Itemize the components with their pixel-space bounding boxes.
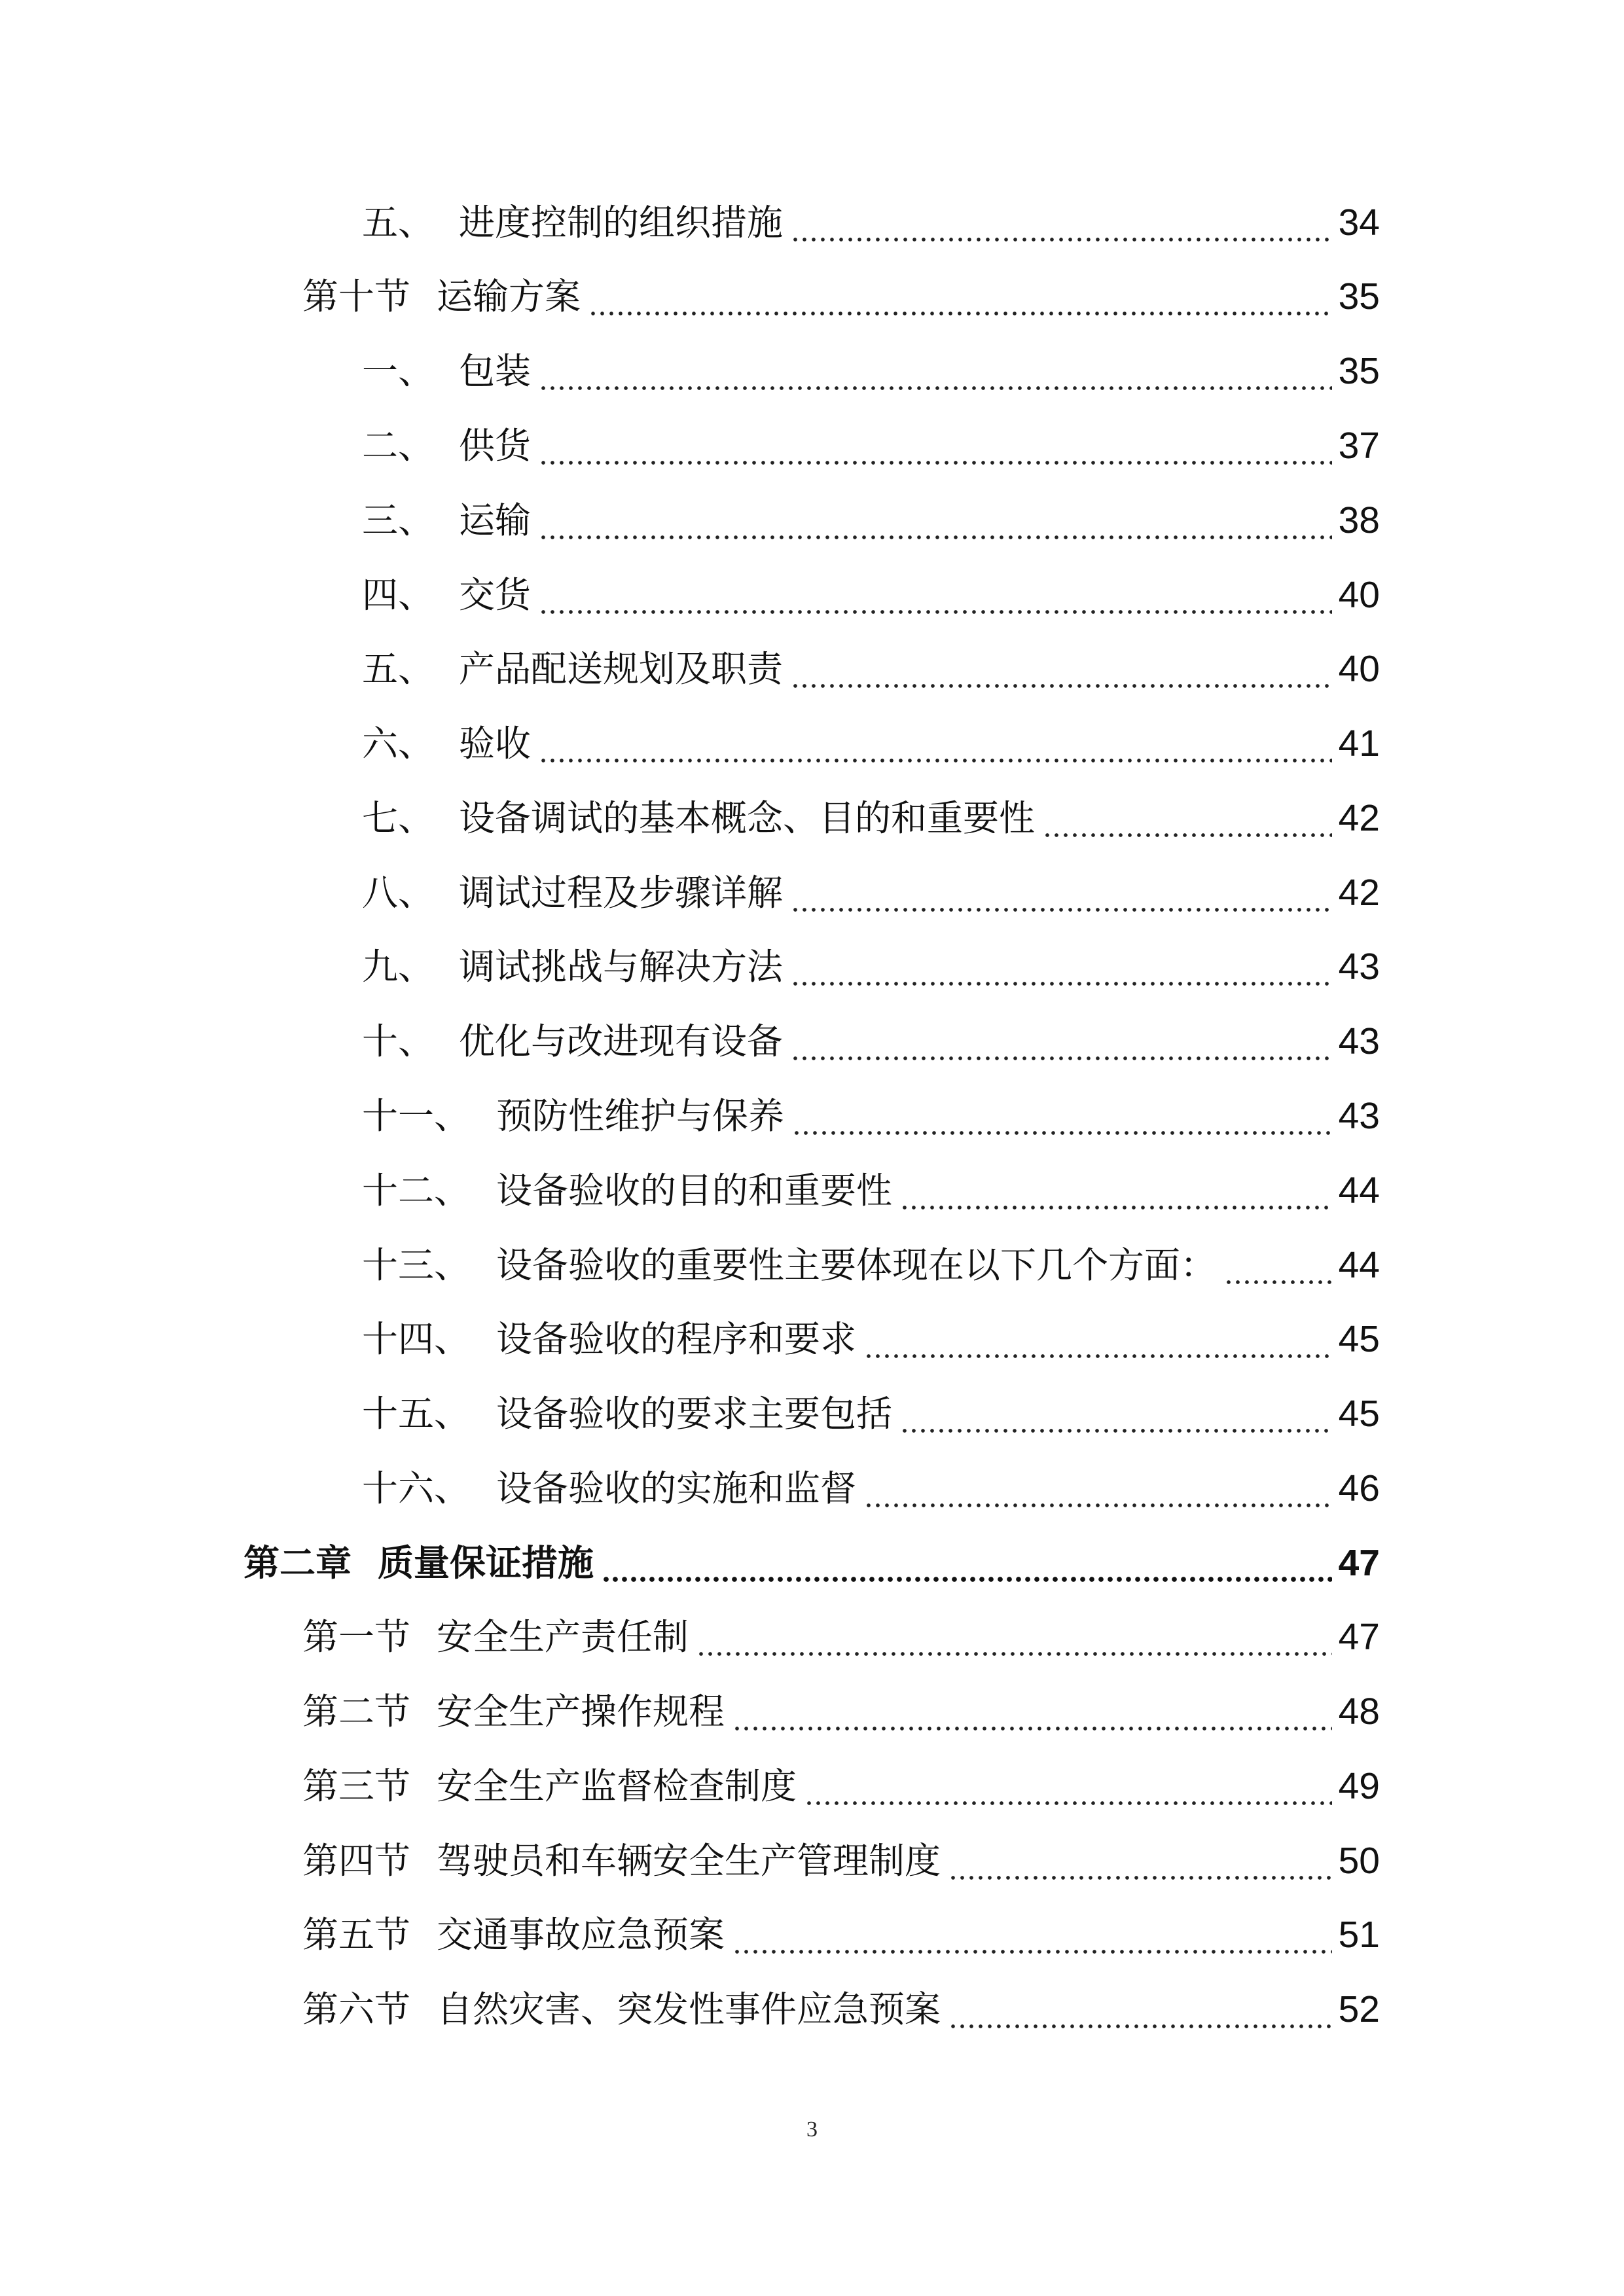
toc-dot-leader	[588, 267, 1332, 326]
toc-entry-number: 四、	[362, 574, 435, 616]
toc-dot-leader	[948, 1831, 1332, 1890]
toc-entry[interactable]	[302, 1682, 1380, 1741]
toc-entry-page: 43	[1338, 946, 1380, 988]
toc-entry-page: 50	[1338, 1840, 1380, 1882]
toc-entry-title: 设备调试的基本概念、目的和重要性	[459, 797, 1036, 839]
toc-dot-leader	[732, 1682, 1332, 1741]
toc-entry[interactable]	[362, 416, 1380, 475]
toc-dot-leader	[864, 1459, 1332, 1518]
toc-dot-leader	[900, 1384, 1332, 1443]
toc-entry-number: 第二节	[302, 1691, 411, 1732]
toc-entry[interactable]	[302, 1905, 1380, 1964]
toc-dot-leader	[948, 1980, 1332, 2039]
toc-dot-leader	[732, 1905, 1332, 1964]
toc-dot-leader	[791, 863, 1332, 922]
toc-entry[interactable]	[362, 937, 1380, 996]
toc-entry-title: 安全生产操作规程	[437, 1691, 725, 1732]
toc-entry-title: 运输方案	[437, 276, 581, 317]
toc-entry[interactable]	[302, 1831, 1380, 1890]
toc-entry-number: 二、	[362, 425, 435, 467]
toc-entry[interactable]	[362, 789, 1380, 848]
toc-entry-title: 供货	[459, 425, 532, 467]
toc-dot-leader	[791, 193, 1332, 252]
toc-dot-leader	[1043, 789, 1332, 848]
toc-entry-number: 十四、	[362, 1318, 471, 1360]
toc-dot-leader	[539, 416, 1332, 475]
toc-entry[interactable]	[302, 1980, 1380, 2039]
toc-entry-number: 第六节	[302, 1988, 411, 2030]
toc-entry-page: 52	[1338, 1988, 1380, 2030]
toc-chapter-entry[interactable]	[244, 1534, 1380, 1592]
toc-entry-number: 十五、	[362, 1393, 471, 1435]
toc-entry-page: 41	[1338, 723, 1380, 764]
toc-entry-title: 调试挑战与解决方法	[459, 946, 784, 988]
toc-entry-number: 第三节	[302, 1765, 411, 1807]
toc-entry-page: 35	[1338, 350, 1380, 392]
toc-entry-number: 十二、	[362, 1170, 471, 1211]
toc-entry[interactable]	[362, 1384, 1380, 1443]
toc-entry-title: 自然灾害、突发性事件应急预案	[437, 1988, 941, 2030]
toc-entry-page: 44	[1338, 1170, 1380, 1211]
toc-dot-leader	[539, 565, 1332, 624]
page-number: 3	[806, 2117, 818, 2142]
toc-entry-page: 40	[1338, 574, 1380, 616]
toc-entry[interactable]	[362, 714, 1380, 773]
toc-dot-leader	[696, 1607, 1332, 1666]
toc-entry[interactable]	[302, 1607, 1380, 1666]
toc-entry-number: 六、	[362, 723, 435, 764]
toc-dot-leader	[602, 1534, 1332, 1592]
toc-entry-number: 第十节	[302, 276, 411, 317]
toc-entry-title: 设备验收的要求主要包括	[496, 1393, 893, 1435]
toc-dot-leader	[1224, 1236, 1332, 1295]
toc-dot-leader	[792, 1086, 1332, 1145]
toc-dot-leader	[900, 1161, 1332, 1220]
toc-entry-number: 一、	[362, 350, 435, 392]
toc-entry-number: 十、	[362, 1020, 435, 1062]
toc-entry-title: 包装	[459, 350, 532, 392]
toc-entry-page: 43	[1338, 1095, 1380, 1137]
toc-entry[interactable]	[362, 193, 1380, 252]
toc-entry-title: 驾驶员和车辆安全生产管理制度	[437, 1840, 941, 1882]
toc-entry-page: 45	[1338, 1393, 1380, 1435]
toc-entry-page: 49	[1338, 1765, 1380, 1807]
toc-entry-number: 十一、	[362, 1095, 471, 1137]
toc-entry-page: 42	[1338, 872, 1380, 914]
toc-dot-leader	[791, 937, 1332, 996]
toc-entry[interactable]	[362, 565, 1380, 624]
toc-entry[interactable]	[362, 863, 1380, 922]
toc-entry[interactable]	[362, 1161, 1380, 1220]
toc-entry-page: 43	[1338, 1020, 1380, 1062]
toc-entry-page: 38	[1338, 499, 1380, 541]
toc-entry-page: 42	[1338, 797, 1380, 839]
toc-entry-title: 设备验收的实施和监督	[496, 1467, 857, 1509]
toc-entry-number: 第二章	[244, 1542, 352, 1584]
toc-entry-page: 40	[1338, 648, 1380, 690]
toc-entry-number: 十六、	[362, 1467, 471, 1509]
toc-entry-page: 37	[1338, 425, 1380, 467]
toc-entry-number: 五、	[362, 648, 435, 690]
toc-entry-title: 产品配送规划及职责	[459, 648, 784, 690]
toc-entry-number: 三、	[362, 499, 435, 541]
toc-entry-number: 七、	[362, 797, 435, 839]
toc-entry-number: 第四节	[302, 1840, 411, 1882]
toc-entry[interactable]	[362, 1310, 1380, 1369]
toc-dot-leader	[804, 1757, 1332, 1816]
toc-entry-page: 45	[1338, 1318, 1380, 1360]
toc-entry-page: 34	[1338, 202, 1380, 243]
toc-entry-title: 设备验收的目的和重要性	[496, 1170, 893, 1211]
toc-entry-title: 设备验收的重要性主要体现在以下几个方面：	[496, 1244, 1217, 1286]
toc-entry[interactable]	[362, 639, 1380, 698]
toc-entry-title: 进度控制的组织措施	[459, 202, 784, 243]
toc-entry-title: 交货	[459, 574, 532, 616]
toc-entry-page: 51	[1338, 1914, 1380, 1956]
toc-entry-title: 运输	[459, 499, 532, 541]
toc-entry-page: 47	[1338, 1542, 1380, 1584]
toc-entry-title: 验收	[459, 723, 532, 764]
toc-entry[interactable]	[302, 267, 1380, 326]
toc-entry[interactable]	[362, 1459, 1380, 1518]
toc-entry-title: 质量保证措施	[378, 1542, 594, 1584]
toc-entry-title: 交通事故应急预案	[437, 1914, 725, 1956]
toc-entry-page: 44	[1338, 1244, 1380, 1286]
toc-entry-title: 安全生产监督检查制度	[437, 1765, 797, 1807]
toc-entry-page: 47	[1338, 1616, 1380, 1658]
toc-entry-number: 十三、	[362, 1244, 471, 1286]
toc-entry-title: 调试过程及步骤详解	[459, 872, 784, 914]
toc-entry[interactable]	[362, 1086, 1380, 1145]
toc-entry-title: 优化与改进现有设备	[459, 1020, 784, 1062]
toc-entry[interactable]	[362, 1012, 1380, 1071]
toc-dot-leader	[864, 1310, 1332, 1369]
toc-dot-leader	[791, 1012, 1332, 1071]
toc-entry-page: 46	[1338, 1467, 1380, 1509]
toc-entry[interactable]	[362, 342, 1380, 401]
toc-entry-title: 预防性维护与保养	[496, 1095, 785, 1137]
toc-dot-leader	[539, 491, 1332, 550]
toc-dot-leader	[539, 714, 1332, 773]
toc-entry-title: 设备验收的程序和要求	[496, 1318, 857, 1360]
toc-entry-page: 48	[1338, 1691, 1380, 1732]
toc-entry-number: 第五节	[302, 1914, 411, 1956]
toc-entry-number: 八、	[362, 872, 435, 914]
toc-entry-title: 安全生产责任制	[437, 1616, 689, 1658]
toc-dot-leader	[791, 639, 1332, 698]
toc-entry-number: 九、	[362, 946, 435, 988]
toc-entry[interactable]	[302, 1757, 1380, 1816]
toc-entry-page: 35	[1338, 276, 1380, 317]
toc-dot-leader	[539, 342, 1332, 401]
toc-entry[interactable]	[362, 491, 1380, 550]
toc-entry-number: 五、	[362, 202, 435, 243]
toc-entry[interactable]	[362, 1236, 1380, 1295]
toc-entry-number: 第一节	[302, 1616, 411, 1658]
